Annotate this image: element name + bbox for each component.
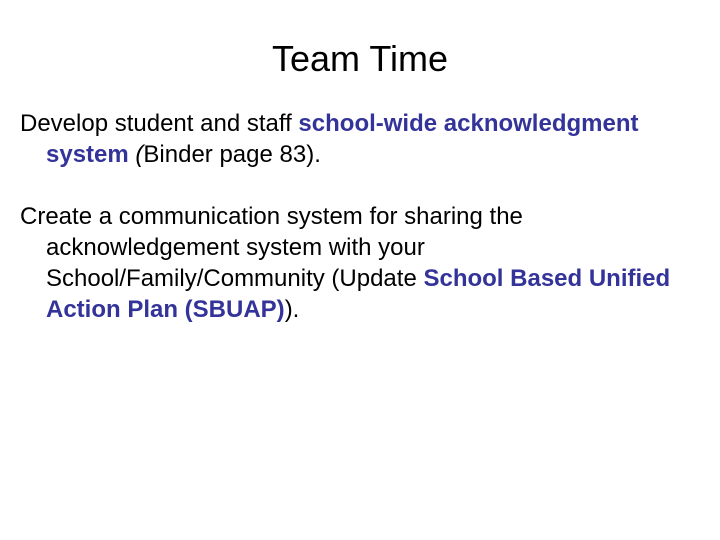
para1-highlight-school-wide: school-wide acknowledgment system	[46, 110, 639, 168]
slide-body	[20, 108, 700, 325]
para2-text-end: ).	[284, 296, 300, 323]
para1-text-start: Develop student and staff	[20, 110, 299, 137]
para1-paren-open: (	[135, 141, 144, 168]
para2-text-start: Create a communication system for sharing the acknowledgement system with your School/Family/Community (Update	[20, 203, 523, 292]
bullet-paragraph-communication	[20, 201, 700, 325]
para2-highlight-sbuap: School Based Unified Action Plan (SBUAP)	[46, 265, 671, 323]
slide-title: Team Time	[271, 38, 449, 79]
bullet-paragraph-acknowledgment	[20, 108, 700, 170]
para1-binder-ref: Binder page 83).	[143, 141, 321, 168]
